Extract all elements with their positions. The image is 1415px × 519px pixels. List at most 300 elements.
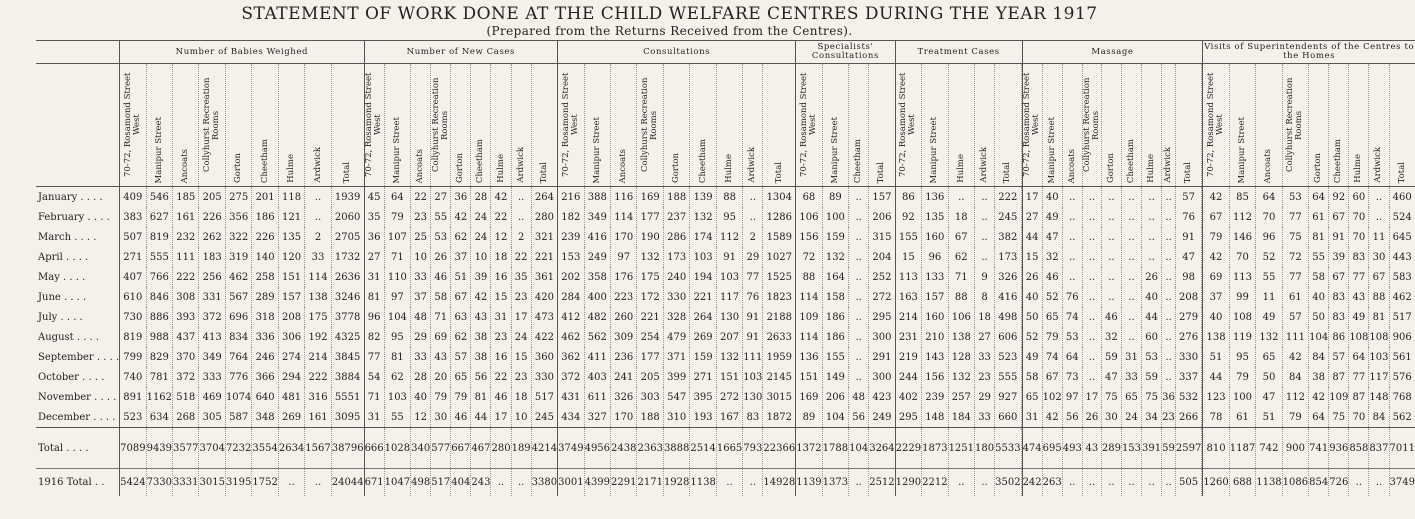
- table-cell: 3095: [331, 407, 364, 428]
- table-cell: 837: [1369, 428, 1389, 469]
- table-cell: ..: [1082, 307, 1101, 327]
- table-cell: 1304: [763, 187, 796, 208]
- table-cell: 176: [611, 267, 637, 287]
- table-cell: 1047: [384, 469, 410, 497]
- table-cell: 362: [558, 347, 584, 367]
- row-label: July . . . .: [38, 311, 83, 323]
- table-cell: 309: [611, 327, 637, 347]
- table-cell: 2636: [331, 267, 364, 287]
- table-cell: 244: [895, 367, 921, 387]
- column-header: [1022, 64, 1042, 187]
- table-cell: 70: [1349, 207, 1369, 227]
- table-cell: 275: [225, 187, 251, 208]
- table-cell: 467: [471, 428, 491, 469]
- table-cell: 49: [1349, 307, 1369, 327]
- table-cell: 11: [1369, 227, 1389, 247]
- table-cell: 696: [225, 307, 251, 327]
- table-cell: 479: [663, 327, 689, 347]
- table-cell: 303: [637, 387, 663, 407]
- table-cell: 640: [252, 387, 278, 407]
- table-cell: ..: [1162, 267, 1176, 287]
- table-cell: ..: [1121, 267, 1141, 287]
- table-cell: 279: [1175, 307, 1201, 327]
- table-cell: 3264: [869, 428, 895, 469]
- table-cell: 2229: [895, 428, 921, 469]
- table-cell: 2363: [637, 428, 663, 469]
- table-cell: 33: [411, 347, 431, 367]
- table-cell: ..: [849, 307, 869, 327]
- table-cell: 291: [869, 347, 895, 367]
- table-cell: 67: [1369, 267, 1389, 287]
- table-cell: 100: [1229, 387, 1255, 407]
- table-cell: 231: [895, 327, 921, 347]
- table-cell: 27: [975, 327, 995, 347]
- table-cell: 81: [1369, 307, 1389, 327]
- table-cell: 65: [1256, 347, 1282, 367]
- table-cell: 781: [146, 367, 172, 387]
- table-cell: 271: [120, 247, 146, 267]
- table-cell: 412: [558, 307, 584, 327]
- table-cell: 24: [471, 207, 491, 227]
- table-cell: 43: [1082, 428, 1101, 469]
- table-cell: 25: [411, 227, 431, 247]
- table-cell: 742: [1256, 428, 1282, 469]
- column-header-label: Total: [1002, 161, 1013, 183]
- table-cell: 132: [1256, 327, 1282, 347]
- table-cell: 75: [1282, 227, 1308, 247]
- table-cell: 246: [252, 347, 278, 367]
- table-cell: ..: [1142, 187, 1162, 208]
- table-cell: 221: [637, 307, 663, 327]
- table-cell: 31: [364, 267, 384, 287]
- table-cell: 42: [1309, 387, 1329, 407]
- table-cell: ..: [1142, 207, 1162, 227]
- table-cell: ..: [1162, 207, 1176, 227]
- column-header: [763, 64, 796, 187]
- table-cell: 372: [558, 367, 584, 387]
- table-cell: 95: [1229, 347, 1255, 367]
- table-cell: 3749: [1389, 469, 1415, 497]
- table-cell: ..: [1082, 347, 1101, 367]
- table-cell: 108: [1369, 327, 1389, 347]
- table-cell: 1373: [822, 469, 848, 497]
- table-cell: 7330: [146, 469, 172, 497]
- table-cell: 58: [1022, 367, 1042, 387]
- table-cell: 505: [1175, 469, 1201, 497]
- table-cell: 236: [611, 347, 637, 367]
- table-row: [36, 187, 1415, 208]
- table-cell: 18: [948, 207, 974, 227]
- table-cell: 24: [511, 327, 531, 347]
- table-cell: ..: [1162, 227, 1176, 247]
- row-label: August . . . .: [38, 331, 100, 343]
- table-cell: 169: [637, 187, 663, 208]
- table-cell: 204: [869, 247, 895, 267]
- table-cell: ..: [1369, 207, 1389, 227]
- table-cell: 295: [869, 307, 895, 327]
- table-cell: 24044: [331, 469, 364, 497]
- table-cell: 48: [411, 307, 431, 327]
- table-cell: 193: [690, 407, 716, 428]
- column-header-label: Hulme: [724, 154, 735, 183]
- table-cell: ..: [1142, 227, 1162, 247]
- table-cell: 83: [1349, 247, 1369, 267]
- table-cell: 322: [225, 227, 251, 247]
- table-cell: 42: [1203, 247, 1229, 267]
- table-cell: 17: [511, 307, 531, 327]
- table-cell: 186: [252, 207, 278, 227]
- table-cell: 517: [1389, 307, 1415, 327]
- table-cell: 68: [796, 187, 822, 208]
- table-cell: ..: [975, 247, 995, 267]
- table-cell: 22: [491, 207, 511, 227]
- table-cell: ..: [1062, 247, 1082, 267]
- table-cell: 113: [1229, 267, 1255, 287]
- table-cell: ..: [1082, 367, 1101, 387]
- table-cell: 155: [895, 227, 921, 247]
- table-cell: 349: [584, 207, 610, 227]
- table-cell: 1928: [663, 469, 689, 497]
- table-cell: 76: [743, 287, 763, 307]
- table-cell: 117: [716, 287, 742, 307]
- table-cell: 104: [822, 407, 848, 428]
- table-cell: 26: [431, 247, 451, 267]
- table-cell: 294: [278, 367, 304, 387]
- table-cell: 88: [1369, 287, 1389, 307]
- table-cell: 161: [305, 407, 331, 428]
- table-cell: 834: [225, 327, 251, 347]
- table-cell: 174: [690, 227, 716, 247]
- table-cell: ..: [1101, 469, 1121, 497]
- column-header-label: Ardwick: [515, 147, 526, 183]
- table-cell: 148: [1369, 387, 1389, 407]
- table-cell: 42: [1203, 187, 1229, 208]
- table-cell: 3749: [558, 428, 584, 469]
- table-cell: ..: [849, 367, 869, 387]
- column-header: [225, 64, 251, 187]
- table-cell: 207: [716, 327, 742, 347]
- column-header: [995, 64, 1021, 187]
- table-cell: 23: [511, 367, 531, 387]
- table-cell: 547: [663, 387, 689, 407]
- table-cell: ..: [1082, 207, 1101, 227]
- table-cell: 107: [384, 227, 410, 247]
- table-cell: ..: [1162, 367, 1176, 387]
- table-cell: 3380: [531, 469, 557, 497]
- table-cell: 33: [1121, 367, 1141, 387]
- table-cell: ..: [1162, 187, 1176, 208]
- table-cell: 330: [1175, 347, 1201, 367]
- table-cell: 106: [796, 207, 822, 227]
- table-cell: 45: [364, 187, 384, 208]
- table-cell: 132: [948, 367, 974, 387]
- table-cell: 95: [384, 327, 410, 347]
- table-cell: 264: [690, 307, 716, 327]
- table-cell: 524: [1389, 207, 1415, 227]
- table-cell: 47: [1101, 367, 1121, 387]
- table-cell: 331: [199, 287, 225, 307]
- table-cell: 155: [822, 347, 848, 367]
- table-cell: 33: [975, 407, 995, 428]
- table-cell: 175: [305, 307, 331, 327]
- table-cell: 112: [1229, 207, 1255, 227]
- table-cell: 65: [1022, 387, 1042, 407]
- table-cell: 169: [796, 387, 822, 407]
- table-cell: 10: [511, 407, 531, 428]
- column-header: [331, 64, 364, 187]
- table-cell: 42: [471, 287, 491, 307]
- table-cell: 205: [637, 367, 663, 387]
- table-cell: 38796: [331, 428, 364, 469]
- table-cell: 23: [491, 327, 511, 347]
- row-label: September . . . .: [38, 351, 120, 363]
- table-cell: 481: [278, 387, 304, 407]
- table-cell: 95: [716, 207, 742, 227]
- table-cell: 854: [1309, 469, 1329, 497]
- table-cell: 232: [173, 227, 199, 247]
- table-cell: 810: [1203, 428, 1229, 469]
- table-cell: 3195: [225, 469, 251, 497]
- column-header-label: Collyhurst Recreation Rooms: [1285, 77, 1305, 173]
- table-cell: 140: [252, 247, 278, 267]
- table-cell: 63: [451, 307, 471, 327]
- table-cell: 159: [690, 347, 716, 367]
- table-cell: 64: [1062, 347, 1082, 367]
- table-cell: 205: [199, 187, 225, 208]
- table-cell: 2171: [637, 469, 663, 497]
- table-row: [36, 247, 1415, 267]
- table-cell: 130: [743, 387, 763, 407]
- column-header-label: Gorton: [671, 153, 682, 183]
- table-cell: 927: [995, 387, 1021, 407]
- table-cell: 1251: [948, 428, 974, 469]
- table-cell: 517: [531, 387, 557, 407]
- column-header-label: Manipur Street: [591, 116, 602, 183]
- table-cell: 81: [471, 387, 491, 407]
- table-cell: 51: [1203, 347, 1229, 367]
- table-cell: 562: [1389, 407, 1415, 428]
- group-header: Massage: [1022, 41, 1203, 64]
- column-header: [173, 64, 199, 187]
- table-cell: 254: [637, 327, 663, 347]
- table-cell: 91: [743, 327, 763, 347]
- table-cell: ..: [491, 469, 511, 497]
- table-cell: 31: [1022, 407, 1042, 428]
- table-cell: 239: [922, 387, 948, 407]
- table-cell: 132: [716, 347, 742, 367]
- table-row: [36, 287, 1415, 307]
- table-cell: 82: [364, 327, 384, 347]
- table-cell: 23: [975, 367, 995, 387]
- column-header: [1329, 64, 1349, 187]
- column-header: [1256, 64, 1282, 187]
- table-cell: 83: [1329, 307, 1349, 327]
- table-cell: 2212: [922, 469, 948, 497]
- table-cell: 40: [1142, 287, 1162, 307]
- table-cell: 740: [120, 367, 146, 387]
- table-cell: 764: [225, 347, 251, 367]
- table-cell: 1959: [763, 347, 796, 367]
- table-cell: 330: [663, 287, 689, 307]
- table-cell: 318: [252, 307, 278, 327]
- column-header-label: Ancoats: [415, 148, 426, 183]
- table-cell: 348: [252, 407, 278, 428]
- table-cell: ..: [948, 469, 974, 497]
- table-cell: 136: [796, 347, 822, 367]
- table-cell: 730: [120, 307, 146, 327]
- table-cell: 114: [611, 207, 637, 227]
- table-cell: 64: [1309, 187, 1329, 208]
- table-cell: 65: [1121, 387, 1141, 407]
- table-cell: 272: [716, 387, 742, 407]
- table-cell: 280: [491, 428, 511, 469]
- table-cell: 2145: [763, 367, 796, 387]
- table-cell: 67: [1042, 367, 1062, 387]
- column-header: [1062, 64, 1082, 187]
- table-cell: 462: [225, 267, 251, 287]
- table-cell: ..: [1101, 267, 1121, 287]
- table-cell: 72: [796, 247, 822, 267]
- table-cell: 65: [1042, 307, 1062, 327]
- table-cell: 266: [1175, 407, 1201, 428]
- table-cell: ..: [948, 187, 974, 208]
- table-cell: 70: [1349, 227, 1369, 247]
- table-cell: 3884: [331, 367, 364, 387]
- table-cell: 56: [1062, 407, 1082, 428]
- page-subtitle: (Prepared from the Returns Received from the Centres).: [486, 24, 853, 38]
- table-cell: 12: [491, 227, 511, 247]
- table-cell: 829: [146, 347, 172, 367]
- column-header-label: Collyhurst Recreation Rooms: [1081, 77, 1101, 173]
- table-cell: 75: [1329, 407, 1349, 428]
- table-cell: 160: [922, 227, 948, 247]
- table-cell: 1138: [1256, 469, 1282, 497]
- column-header-label: Hulme: [286, 154, 297, 183]
- table-cell: 111: [173, 247, 199, 267]
- table-cell: 2512: [869, 469, 895, 497]
- table-cell: 340: [411, 428, 431, 469]
- table-cell: 159: [822, 227, 848, 247]
- table-cell: 42: [1282, 347, 1308, 367]
- table-row: [36, 347, 1415, 367]
- table-cell: 269: [690, 327, 716, 347]
- table-cell: 44: [1203, 367, 1229, 387]
- column-header: [611, 64, 637, 187]
- table-cell: 50: [1256, 367, 1282, 387]
- column-header-label: Hulme: [955, 154, 966, 183]
- table-cell: 97: [1062, 387, 1082, 407]
- column-header: [1389, 64, 1415, 187]
- row-label: November . . . .: [38, 391, 117, 403]
- table-cell: 84: [1309, 347, 1329, 367]
- table-cell: 79: [431, 387, 451, 407]
- table-cell: 793: [743, 428, 763, 469]
- table-cell: 321: [531, 227, 557, 247]
- table-cell: 846: [146, 287, 172, 307]
- table-cell: 30: [1101, 407, 1121, 428]
- table-cell: 57: [1282, 307, 1308, 327]
- table-cell: 40: [1203, 307, 1229, 327]
- table-cell: 33: [411, 267, 431, 287]
- table-cell: 2633: [763, 327, 796, 347]
- table-cell: 1873: [922, 428, 948, 469]
- table-cell: 469: [199, 387, 225, 407]
- column-header: [948, 64, 974, 187]
- table-cell: ..: [1082, 187, 1101, 208]
- column-header-label: Total: [876, 161, 887, 183]
- table-cell: 5533: [995, 428, 1021, 469]
- table-cell: ..: [1369, 187, 1389, 208]
- table-cell: 206: [822, 387, 848, 407]
- table-cell: 77: [1349, 267, 1369, 287]
- column-header: [690, 64, 716, 187]
- table-cell: 79: [1282, 407, 1308, 428]
- table-row: [36, 367, 1415, 387]
- row-label: Total . . . .: [36, 428, 120, 469]
- table-cell: 180: [975, 428, 995, 469]
- table-cell: 77: [1282, 207, 1308, 227]
- column-header-label: Ancoats: [618, 148, 629, 183]
- table-cell: 89: [796, 407, 822, 428]
- table-cell: 79: [1229, 367, 1255, 387]
- table-cell: 96: [1256, 227, 1282, 247]
- column-header: [1042, 64, 1062, 187]
- table-cell: 73: [1062, 367, 1082, 387]
- table-cell: 40: [1042, 187, 1062, 208]
- table-cell: 46: [451, 407, 471, 428]
- page-title: STATEMENT OF WORK DONE AT THE CHILD WELFARE CENTRES DURING THE YEAR 1917: [241, 4, 1098, 24]
- table-cell: 50: [1309, 307, 1329, 327]
- table-cell: 48: [849, 387, 869, 407]
- table-cell: 75: [1142, 387, 1162, 407]
- table-cell: 44: [1142, 307, 1162, 327]
- table-cell: 422: [531, 327, 557, 347]
- table-cell: ..: [975, 207, 995, 227]
- table-cell: 91: [1175, 227, 1201, 247]
- table-cell: 119: [1229, 327, 1255, 347]
- table-cell: 36: [451, 187, 471, 208]
- column-header: [558, 64, 584, 187]
- table-cell: 431: [558, 387, 584, 407]
- table-cell: 1260: [1203, 469, 1229, 497]
- table-cell: ..: [743, 187, 763, 208]
- table-cell: ..: [1101, 247, 1121, 267]
- table-cell: 819: [120, 327, 146, 347]
- table-cell: ..: [1162, 327, 1176, 347]
- table-cell: ..: [1121, 207, 1141, 227]
- table-cell: 108: [1229, 307, 1255, 327]
- table-cell: 1139: [796, 469, 822, 497]
- table-cell: 149: [822, 367, 848, 387]
- table-cell: 61: [1282, 287, 1308, 307]
- table-cell: 420: [531, 287, 557, 307]
- table-cell: 316: [305, 387, 331, 407]
- table-row: [36, 307, 1415, 327]
- table-cell: 245: [995, 207, 1021, 227]
- table-cell: 562: [584, 327, 610, 347]
- table-cell: 1589: [763, 227, 796, 247]
- table-cell: 36: [1162, 387, 1176, 407]
- table-cell: 258: [252, 267, 278, 287]
- table-cell: 121: [278, 207, 304, 227]
- table-cell: 151: [278, 267, 304, 287]
- table-cell: 120: [278, 247, 304, 267]
- column-header-label: Manipur Street: [1046, 116, 1057, 183]
- table-cell: 49: [1042, 207, 1062, 227]
- table-cell: 26: [1082, 407, 1101, 428]
- table-cell: 29: [743, 247, 763, 267]
- table-cell: 399: [663, 367, 689, 387]
